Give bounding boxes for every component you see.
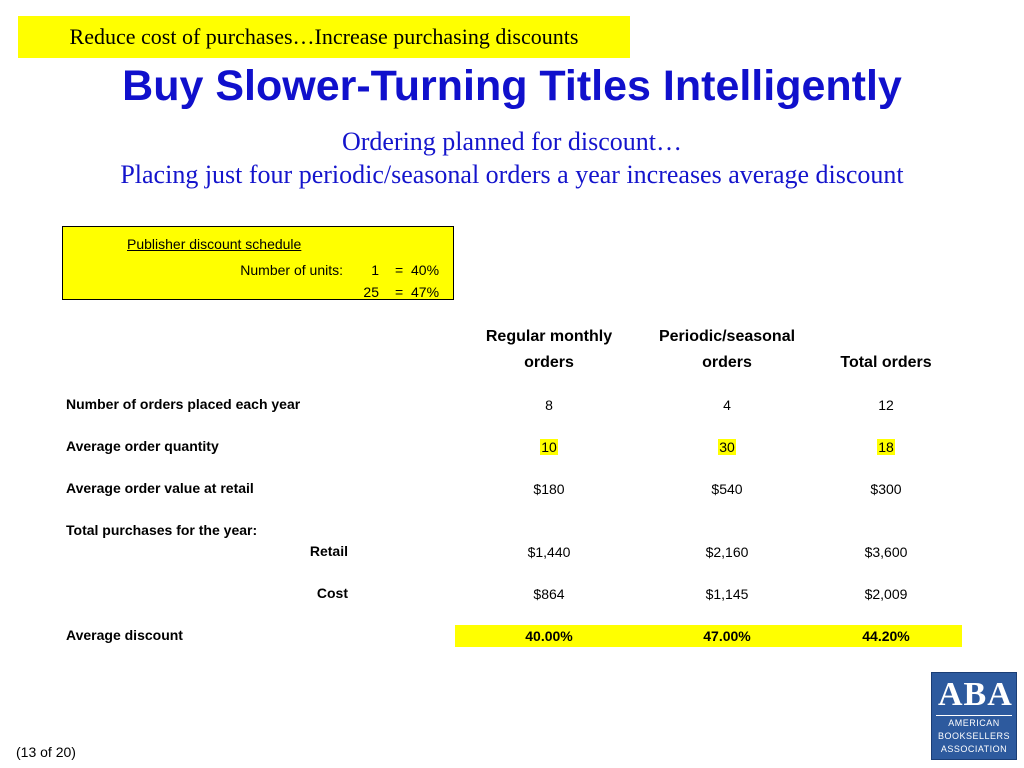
- discount-schedule-box: [62, 226, 454, 300]
- logo-text-line2: BOOKSELLERS: [937, 731, 1011, 741]
- logo-divider: [936, 715, 1012, 716]
- column-header-regular-line2: orders: [524, 354, 574, 371]
- cell-total-orders-placed: 12: [878, 397, 894, 413]
- cell-total-avg-discount: 44.20%: [862, 628, 910, 644]
- cell-periodic-avg-value: $540: [711, 481, 743, 497]
- logo-text-line1: AMERICAN: [948, 718, 1000, 728]
- column-header-regular-line1: Regular monthly: [485, 328, 613, 345]
- row-label-total-purchases: Total purchases for the year:: [66, 522, 258, 538]
- schedule-row: [63, 262, 453, 282]
- column-header-periodic-line2: orders: [702, 354, 752, 371]
- schedule-equals: =: [395, 284, 404, 300]
- cell-regular-avg-value: $180: [533, 481, 565, 497]
- cell-total-avg-value: $300: [870, 481, 902, 497]
- schedule-row: [63, 284, 453, 304]
- column-header-periodic-line1: Periodic/seasonal: [658, 328, 796, 345]
- section-banner: Reduce cost of purchases…Increase purchasing discounts: [18, 16, 630, 58]
- logo-text-line3: ASSOCIATION: [940, 744, 1008, 754]
- schedule-units: 25: [363, 284, 379, 300]
- cell-regular-retail: $1,440: [527, 544, 571, 560]
- highlighted-value: 30: [719, 439, 735, 455]
- schedule-percent: 47%: [411, 284, 440, 300]
- cell-regular-orders-placed: 8: [545, 397, 553, 413]
- cell-regular-avg-quantity: [519, 438, 579, 456]
- highlighted-value: 18: [878, 439, 894, 455]
- schedule-percent: 40%: [411, 262, 440, 278]
- logo-letters: ABA: [938, 676, 1013, 713]
- schedule-label: Number of units:: [240, 262, 343, 278]
- column-header-periodic: [637, 324, 817, 376]
- cell-periodic-avg-discount: 47.00%: [703, 628, 751, 644]
- column-header-total: Total orders: [840, 354, 932, 371]
- cell-periodic-retail: $2,160: [705, 544, 749, 560]
- cell-regular-avg-discount: 40.00%: [525, 628, 573, 644]
- subtitle-line-1: Ordering planned for discount…: [341, 127, 683, 156]
- cell-total-avg-quantity: [856, 438, 916, 456]
- row-label-cost: Cost: [316, 585, 348, 601]
- slide-counter: (13 of 20): [16, 744, 76, 760]
- schedule-heading: Publisher discount schedule: [127, 236, 302, 252]
- cell-periodic-orders-placed: 4: [723, 397, 731, 413]
- row-label-avg-value: Average order value at retail: [66, 480, 254, 496]
- cell-total-cost: $2,009: [864, 586, 908, 602]
- subtitle-line-2: Placing just four periodic/seasonal orders a year increases average discount: [120, 160, 904, 189]
- cell-periodic-cost: $1,145: [705, 586, 749, 602]
- row-label-avg-discount: Average discount: [66, 627, 183, 643]
- row-label-avg-quantity: Average order quantity: [66, 438, 219, 454]
- slide-title: Buy Slower-Turning Titles Intelligently: [122, 62, 902, 110]
- cell-total-retail: $3,600: [864, 544, 908, 560]
- cell-periodic-avg-quantity: [697, 438, 757, 456]
- row-label-retail: Retail: [309, 543, 348, 559]
- cell-regular-cost: $864: [533, 586, 565, 602]
- schedule-units: 1: [371, 262, 379, 278]
- aba-logo: [931, 672, 1017, 760]
- row-label-orders-placed: Number of orders placed each year: [66, 396, 301, 412]
- schedule-equals: =: [395, 262, 404, 278]
- column-header-regular: [459, 324, 639, 376]
- highlighted-value: 10: [541, 439, 557, 455]
